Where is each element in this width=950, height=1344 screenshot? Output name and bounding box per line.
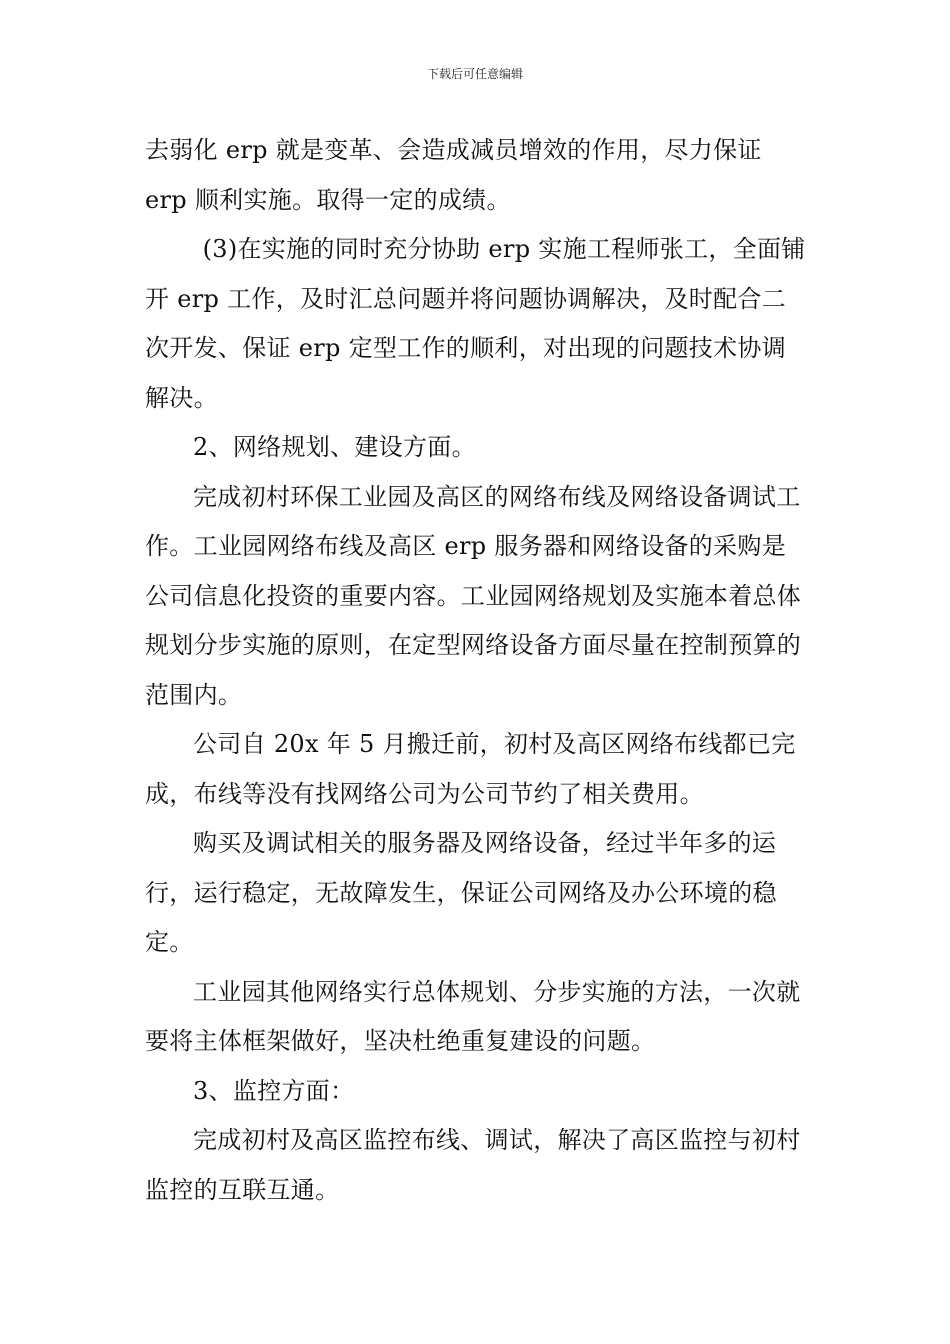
document-body [145, 126, 810, 1215]
section-heading-monitoring: 3、监控方面： [193, 1076, 355, 1105]
paragraph-network-planning: 工业园其他网络实行总体规划、分步实施的方法，一次就要将主体框架做好，坚决杜绝重复建设的问题。 [145, 977, 801, 1055]
paragraph-equipment: 购买及调试相关的服务器及网络设备，经过半年多的运行，运行稳定，无故障发生，保证公司网络及办公环境的稳定。 [145, 829, 777, 956]
paragraph-monitoring: 完成初村及高区监控布线、调试，解决了高区监控与初村监控的互联互通。 [145, 1126, 801, 1204]
paragraph-erp-continuation: 去弱化 erp 就是变革、会造成减员增效的作用，尽力保证 erp 顺利实施。取得一定的成绩。 [145, 136, 762, 214]
page-header: 下载后可任意编辑 [426, 67, 523, 81]
paragraph-relocation: 公司自 20x 年 5 月搬迁前，初村及高区网络布线都已完成，布线等没有找网络公司为公司节约了相关费用。 [145, 730, 796, 808]
section-heading-network: 2、网络规划、建设方面。 [193, 433, 476, 461]
paragraph-erp-implementation: (3)在实施的同时充分协助 erp 实施工程师张工，全面铺开 erp 工作，及时汇总问题并将问题协调解决，及时配合二次开发、保证 erp 定型工作的顺利，对出现的问题技术协调解决。 [145, 235, 806, 412]
paragraph-network-cabling: 完成初村环保工业园及高区的网络布线及网络设备调试工作。工业园网络布线及高区 erp 服务器和网络设备的采购是公司信息化投资的重要内容。工业园网络规划及实施本着总体规划分步实施的原则，在定型网络设备方面尽量在控制预算的范围内。 [145, 482, 802, 709]
